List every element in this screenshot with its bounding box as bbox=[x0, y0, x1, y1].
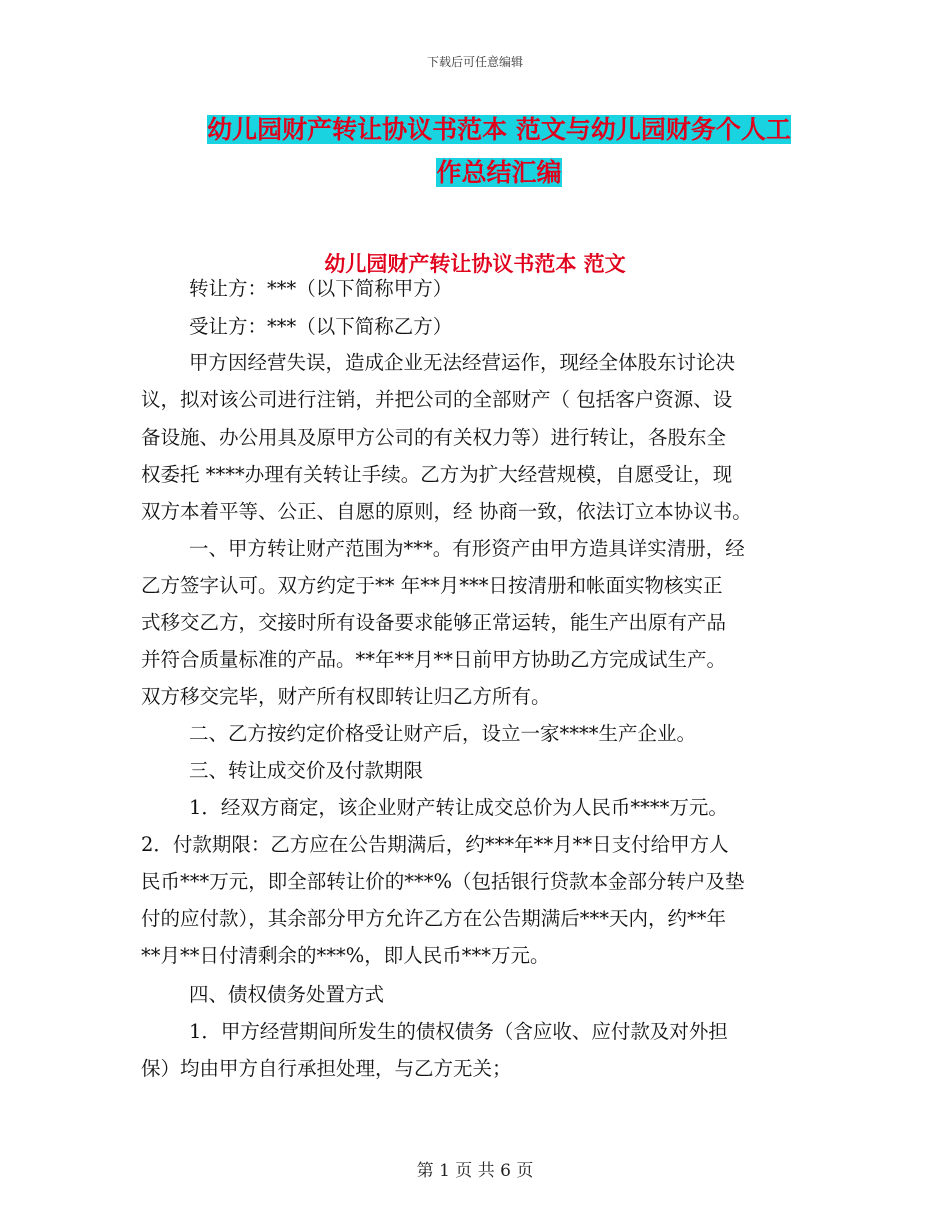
body-line: 双方移交完毕，财产所有权即转让归乙方所有。 bbox=[141, 685, 551, 708]
body-line: 转让方：***（以下简称甲方） bbox=[189, 277, 453, 300]
title-text-1: 幼儿园财产转让协议书范本 范文与幼儿园财务个人工 bbox=[207, 115, 791, 144]
body-line: 民币***万元，即全部转让价的***%（包括银行贷款本金部分转户及垫 bbox=[141, 870, 745, 893]
body-line: 付的应付款），其余部分甲方允许乙方在公告期满后***天内，约**年 bbox=[141, 907, 727, 930]
body-line: 式移交乙方，交接时所有设备要求能够正常运转，能生产出原有产品 bbox=[141, 611, 727, 634]
document-title-line-2 bbox=[186, 158, 812, 188]
body-line: 受让方：***（以下简称乙方） bbox=[189, 315, 453, 338]
body-line: 双方本着平等、公正、自愿的原则，经 协商一致，依法订立本协议书。 bbox=[141, 500, 752, 523]
body-line: 一、甲方转让财产范围为***。有形资产由甲方造具详实清册，经 bbox=[189, 537, 745, 560]
body-line: 四、债权债务处置方式 bbox=[189, 983, 385, 1006]
body-line: 保）均由甲方自行承担处理，与乙方无关； bbox=[141, 1057, 512, 1080]
body-line: 并符合质量标准的产品。**年**月**日前甲方协助乙方完成试生产。 bbox=[141, 648, 727, 671]
body-line: 1．经双方商定，该企业财产转让成交总价为人民币****万元。 bbox=[189, 796, 728, 819]
body-line: 权委托 ****办理有关转让手续。乙方为扩大经营规模，自愿受让，现 bbox=[141, 463, 733, 486]
body-line: **月**日付清剩余的***%，即人民币***万元。 bbox=[141, 944, 550, 967]
body-line: 2．付款期限：乙方应在公告期满后，约***年**月**日支付给甲方人 bbox=[141, 833, 729, 856]
title-text-2: 作总结汇编 bbox=[436, 158, 562, 187]
body-line: 1．甲方经营期间所发生的债权债务（含应收、应付款及对外担 bbox=[189, 1020, 728, 1043]
page-number: 第 1 页 共 6 页 bbox=[416, 1161, 534, 1181]
body-line: 备设施、办公用具及原甲方公司的有关权力等）进行转让，各股东全 bbox=[141, 426, 727, 449]
page-header: 下载后可任意编辑 bbox=[426, 55, 523, 69]
body-line: 三、转让成交价及付款期限 bbox=[189, 759, 424, 782]
body-line: 二、乙方按约定价格受让财产后，设立一家****生产企业。 bbox=[189, 722, 697, 745]
section-title: 幼儿园财产转让协议书范本 范文 bbox=[324, 251, 626, 276]
document-title-line-1 bbox=[186, 115, 812, 145]
body-line: 议，拟对该公司进行注销，并把公司的全部财产（ 包括客户资源、设 bbox=[141, 388, 733, 411]
body-line: 乙方签字认可。双方约定于** 年**月***日按清册和帐面实物核实正 bbox=[141, 574, 723, 597]
body-line: 甲方因经营失误，造成企业无法经营运作，现经全体股东讨论决 bbox=[189, 351, 736, 374]
